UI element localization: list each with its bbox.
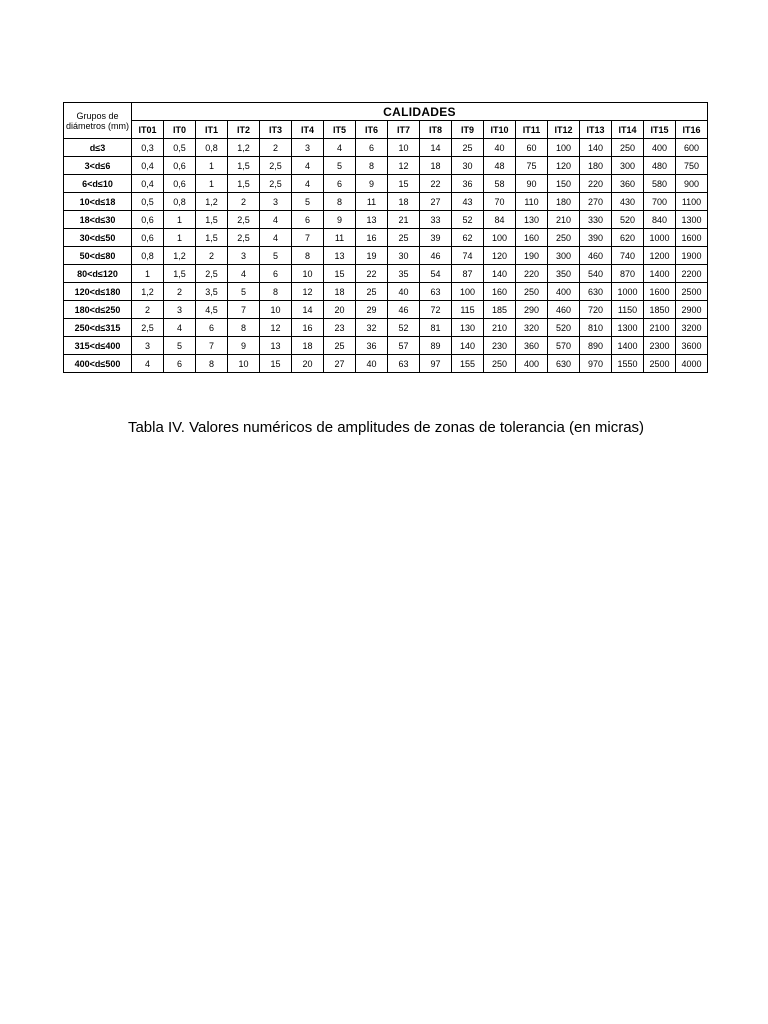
tolerance-value-cell: 870 [612,265,644,283]
tolerance-value-cell: 3 [132,337,164,355]
tolerance-value-cell: 210 [484,319,516,337]
table-row [64,157,708,175]
column-header: IT14 [612,121,644,139]
tolerance-value-cell: 8 [292,247,324,265]
tolerance-value-cell: 5 [292,193,324,211]
tolerance-value-cell: 300 [612,157,644,175]
tolerance-value-cell: 35 [388,265,420,283]
tolerance-value-cell: 4 [260,211,292,229]
column-header: IT12 [548,121,580,139]
tolerance-value-cell: 5 [228,283,260,301]
tolerance-value-cell: 180 [580,157,612,175]
calidades-header: CALIDADES [132,103,708,121]
tolerance-value-cell: 10 [388,139,420,157]
tolerance-value-cell: 210 [548,211,580,229]
tolerance-value-cell: 2 [164,283,196,301]
tolerance-value-cell: 4 [132,355,164,373]
tolerance-value-cell: 0,4 [132,175,164,193]
tolerance-value-cell: 10 [228,355,260,373]
table-row [64,301,708,319]
tolerance-value-cell: 140 [484,265,516,283]
tolerance-value-cell: 25 [388,229,420,247]
tolerance-value-cell: 25 [356,283,388,301]
tolerance-value-cell: 12 [292,283,324,301]
table-row [64,139,708,157]
tolerance-value-cell: 1 [196,175,228,193]
diameter-group-label: 180<d≤250 [64,301,132,319]
table-header-row-columns [64,121,708,139]
tolerance-value-cell: 8 [228,319,260,337]
tolerance-value-cell: 540 [580,265,612,283]
tolerance-value-cell: 1400 [612,337,644,355]
tolerance-value-cell: 25 [324,337,356,355]
tolerance-value-cell: 140 [580,139,612,157]
diameter-group-label: 18<d≤30 [64,211,132,229]
tolerance-value-cell: 63 [420,283,452,301]
tolerance-value-cell: 19 [356,247,388,265]
tolerance-value-cell: 81 [420,319,452,337]
tolerance-value-cell: 52 [388,319,420,337]
column-header: IT9 [452,121,484,139]
column-header: IT8 [420,121,452,139]
tolerance-value-cell: 970 [580,355,612,373]
diameter-group-label: 10<d≤18 [64,193,132,211]
tolerance-value-cell: 100 [484,229,516,247]
tolerance-value-cell: 39 [420,229,452,247]
table-row [64,283,708,301]
tolerance-value-cell: 2,5 [228,229,260,247]
tolerance-value-cell: 3,5 [196,283,228,301]
tolerance-table [63,102,708,373]
tolerance-value-cell: 160 [516,229,548,247]
column-header: IT11 [516,121,548,139]
tolerance-value-cell: 400 [516,355,548,373]
tolerance-value-cell: 20 [292,355,324,373]
diameter-group-label: d≤3 [64,139,132,157]
tolerance-value-cell: 72 [420,301,452,319]
tolerance-value-cell: 8 [196,355,228,373]
column-header: IT1 [196,121,228,139]
tolerance-value-cell: 6 [324,175,356,193]
tolerance-value-cell: 230 [484,337,516,355]
tolerance-value-cell: 57 [388,337,420,355]
tolerance-value-cell: 4000 [676,355,708,373]
tolerance-value-cell: 620 [612,229,644,247]
tolerance-value-cell: 6 [292,211,324,229]
tolerance-value-cell: 43 [452,193,484,211]
tolerance-value-cell: 18 [388,193,420,211]
tolerance-value-cell: 4,5 [196,301,228,319]
diameter-group-label: 50<d≤80 [64,247,132,265]
table-body [64,139,708,373]
table-row [64,337,708,355]
tolerance-value-cell: 22 [356,265,388,283]
diameter-group-label: 80<d≤120 [64,265,132,283]
tolerance-value-cell: 750 [676,157,708,175]
tolerance-value-cell: 27 [420,193,452,211]
tolerance-value-cell: 46 [388,301,420,319]
tolerance-value-cell: 1,5 [228,175,260,193]
tolerance-value-cell: 0,8 [164,193,196,211]
tolerance-value-cell: 1,2 [132,283,164,301]
tolerance-value-cell: 3200 [676,319,708,337]
table-caption: Tabla IV. Valores numéricos de amplitudes de zonas de tolerancia (en micras) [127,419,645,436]
tolerance-value-cell: 21 [388,211,420,229]
tolerance-value-cell: 810 [580,319,612,337]
column-header: IT16 [676,121,708,139]
tolerance-value-cell: 63 [388,355,420,373]
tolerance-value-cell: 10 [260,301,292,319]
tolerance-value-cell: 1,5 [196,211,228,229]
tolerance-value-cell: 1150 [612,301,644,319]
tolerance-value-cell: 350 [548,265,580,283]
tolerance-value-cell: 220 [580,175,612,193]
tolerance-value-cell: 1300 [612,319,644,337]
tolerance-value-cell: 1300 [676,211,708,229]
tolerance-value-cell: 1,5 [196,229,228,247]
tolerance-value-cell: 6 [356,139,388,157]
diameter-group-label: 30<d≤50 [64,229,132,247]
table-row [64,319,708,337]
tolerance-value-cell: 15 [324,265,356,283]
tolerance-value-cell: 16 [292,319,324,337]
tolerance-value-cell: 18 [324,283,356,301]
tolerance-value-cell: 100 [452,283,484,301]
tolerance-value-cell: 900 [676,175,708,193]
tolerance-value-cell: 360 [516,337,548,355]
tolerance-value-cell: 9 [356,175,388,193]
column-header: IT7 [388,121,420,139]
tolerance-value-cell: 140 [452,337,484,355]
tolerance-value-cell: 480 [644,157,676,175]
tolerance-value-cell: 460 [548,301,580,319]
tolerance-value-cell: 840 [644,211,676,229]
tolerance-value-cell: 330 [580,211,612,229]
tolerance-value-cell: 160 [484,283,516,301]
tolerance-value-cell: 52 [452,211,484,229]
tolerance-value-cell: 250 [516,283,548,301]
tolerance-value-cell: 1 [164,211,196,229]
tolerance-value-cell: 22 [420,175,452,193]
table-row [64,265,708,283]
column-header: IT4 [292,121,324,139]
tolerance-value-cell: 2,5 [260,157,292,175]
tolerance-value-cell: 1 [132,265,164,283]
tolerance-value-cell: 13 [356,211,388,229]
tolerance-value-cell: 2,5 [132,319,164,337]
tolerance-value-cell: 430 [612,193,644,211]
tolerance-value-cell: 0,5 [132,193,164,211]
diameter-group-label: 3<d≤6 [64,157,132,175]
tolerance-value-cell: 1200 [644,247,676,265]
tolerance-value-cell: 4 [324,139,356,157]
tolerance-value-cell: 2 [132,301,164,319]
diameter-group-label: 120<d≤180 [64,283,132,301]
tolerance-value-cell: 15 [388,175,420,193]
tolerance-value-cell: 1 [196,157,228,175]
tolerance-value-cell: 1,2 [196,193,228,211]
tolerance-value-cell: 1400 [644,265,676,283]
tolerance-value-cell: 32 [356,319,388,337]
tolerance-value-cell: 2100 [644,319,676,337]
tolerance-value-cell: 1,2 [228,139,260,157]
tolerance-value-cell: 25 [452,139,484,157]
tolerance-value-cell: 46 [420,247,452,265]
tolerance-value-cell: 4 [164,319,196,337]
tolerance-value-cell: 15 [260,355,292,373]
tolerance-value-cell: 2 [260,139,292,157]
tolerance-value-cell: 20 [324,301,356,319]
table-row [64,175,708,193]
tolerance-value-cell: 9 [228,337,260,355]
column-header: IT13 [580,121,612,139]
diameter-group-label: 250<d≤315 [64,319,132,337]
tolerance-value-cell: 460 [580,247,612,265]
tolerance-value-cell: 270 [580,193,612,211]
tolerance-value-cell: 100 [548,139,580,157]
tolerance-value-cell: 2 [196,247,228,265]
tolerance-value-cell: 8 [356,157,388,175]
tolerance-value-cell: 90 [516,175,548,193]
tolerance-value-cell: 5 [164,337,196,355]
tolerance-value-cell: 11 [356,193,388,211]
tolerance-value-cell: 3600 [676,337,708,355]
tolerance-value-cell: 11 [324,229,356,247]
tolerance-value-cell: 720 [580,301,612,319]
tolerance-value-cell: 6 [196,319,228,337]
table-row [64,229,708,247]
tolerance-value-cell: 250 [548,229,580,247]
tolerance-value-cell: 700 [644,193,676,211]
tolerance-value-cell: 2,5 [196,265,228,283]
tolerance-value-cell: 3 [292,139,324,157]
tolerance-value-cell: 58 [484,175,516,193]
column-header: IT0 [164,121,196,139]
tolerance-value-cell: 130 [516,211,548,229]
tolerance-value-cell: 300 [548,247,580,265]
tolerance-value-cell: 0,6 [132,229,164,247]
tolerance-value-cell: 0,6 [164,157,196,175]
table-row [64,193,708,211]
tolerance-value-cell: 4 [260,229,292,247]
tolerance-value-cell: 320 [516,319,548,337]
tolerance-value-cell: 7 [196,337,228,355]
column-header: IT2 [228,121,260,139]
tolerance-value-cell: 60 [516,139,548,157]
tolerance-value-cell: 70 [484,193,516,211]
tolerance-value-cell: 0,3 [132,139,164,157]
tolerance-value-cell: 33 [420,211,452,229]
tolerance-value-cell: 0,4 [132,157,164,175]
diameter-group-label: 315<d≤400 [64,337,132,355]
tolerance-value-cell: 3 [164,301,196,319]
tolerance-value-cell: 7 [292,229,324,247]
tolerance-value-cell: 120 [484,247,516,265]
tolerance-value-cell: 220 [516,265,548,283]
tolerance-value-cell: 40 [484,139,516,157]
tolerance-value-cell: 120 [548,157,580,175]
tolerance-value-cell: 4 [292,175,324,193]
tolerance-value-cell: 18 [420,157,452,175]
tolerance-value-cell: 36 [356,337,388,355]
tolerance-value-cell: 13 [260,337,292,355]
table-row [64,355,708,373]
tolerance-value-cell: 54 [420,265,452,283]
tolerance-value-cell: 89 [420,337,452,355]
table-header-row-top [64,103,708,121]
tolerance-value-cell: 390 [580,229,612,247]
tolerance-value-cell: 84 [484,211,516,229]
tolerance-value-cell: 12 [388,157,420,175]
tolerance-value-cell: 2500 [676,283,708,301]
tolerance-value-cell: 890 [580,337,612,355]
tolerance-value-cell: 190 [516,247,548,265]
column-header: IT3 [260,121,292,139]
tolerance-value-cell: 2900 [676,301,708,319]
tolerance-value-cell: 2 [228,193,260,211]
tolerance-value-cell: 14 [292,301,324,319]
tolerance-value-cell: 36 [452,175,484,193]
tolerance-value-cell: 6 [164,355,196,373]
tolerance-value-cell: 2,5 [260,175,292,193]
column-header: IT6 [356,121,388,139]
tolerance-value-cell: 18 [292,337,324,355]
tolerance-value-cell: 1000 [612,283,644,301]
tolerance-value-cell: 250 [484,355,516,373]
tolerance-value-cell: 4 [228,265,260,283]
tolerance-value-cell: 180 [548,193,580,211]
tolerance-value-cell: 5 [324,157,356,175]
tolerance-value-cell: 6 [260,265,292,283]
tolerance-value-cell: 8 [260,283,292,301]
tolerance-value-cell: 130 [452,319,484,337]
tolerance-value-cell: 62 [452,229,484,247]
tolerance-value-cell: 0,6 [164,175,196,193]
table-row [64,247,708,265]
tolerance-value-cell: 9 [324,211,356,229]
tolerance-value-cell: 520 [612,211,644,229]
tolerance-value-cell: 29 [356,301,388,319]
tolerance-value-cell: 40 [388,283,420,301]
tolerance-value-cell: 1,2 [164,247,196,265]
tolerance-value-cell: 75 [516,157,548,175]
tolerance-value-cell: 30 [388,247,420,265]
tolerance-value-cell: 12 [260,319,292,337]
tolerance-value-cell: 14 [420,139,452,157]
tolerance-value-cell: 580 [644,175,676,193]
tolerance-value-cell: 110 [516,193,548,211]
tolerance-value-cell: 2200 [676,265,708,283]
tolerance-value-cell: 0,8 [196,139,228,157]
tolerance-value-cell: 5 [260,247,292,265]
tolerance-value-cell: 740 [612,247,644,265]
tolerance-value-cell: 2500 [644,355,676,373]
diameter-group-label: 400<d≤500 [64,355,132,373]
column-header: IT15 [644,121,676,139]
column-header: IT10 [484,121,516,139]
tolerance-value-cell: 1550 [612,355,644,373]
tolerance-value-cell: 97 [420,355,452,373]
column-header: IT01 [132,121,164,139]
tolerance-value-cell: 1850 [644,301,676,319]
tolerance-value-cell: 630 [548,355,580,373]
tolerance-value-cell: 2300 [644,337,676,355]
column-header: IT5 [324,121,356,139]
tolerance-value-cell: 87 [452,265,484,283]
tolerance-value-cell: 13 [324,247,356,265]
tolerance-value-cell: 3 [260,193,292,211]
tolerance-value-cell: 48 [484,157,516,175]
tolerance-value-cell: 0,6 [132,211,164,229]
tolerance-value-cell: 2,5 [228,211,260,229]
tolerance-value-cell: 570 [548,337,580,355]
tolerance-value-cell: 115 [452,301,484,319]
table-row [64,211,708,229]
tolerance-value-cell: 23 [324,319,356,337]
tolerance-value-cell: 1,5 [228,157,260,175]
tolerance-value-cell: 1600 [676,229,708,247]
tolerance-value-cell: 155 [452,355,484,373]
tolerance-value-cell: 1900 [676,247,708,265]
tolerance-value-cell: 10 [292,265,324,283]
tolerance-value-cell: 250 [612,139,644,157]
tolerance-value-cell: 290 [516,301,548,319]
tolerance-value-cell: 7 [228,301,260,319]
tolerance-value-cell: 1100 [676,193,708,211]
tolerance-value-cell: 150 [548,175,580,193]
tolerance-value-cell: 600 [676,139,708,157]
tolerance-value-cell: 40 [356,355,388,373]
diameter-group-header: Grupos de diámetros (mm) [64,103,132,139]
tolerance-value-cell: 3 [228,247,260,265]
tolerance-value-cell: 185 [484,301,516,319]
tolerance-value-cell: 4 [292,157,324,175]
tolerance-value-cell: 520 [548,319,580,337]
tolerance-value-cell: 1,5 [164,265,196,283]
tolerance-value-cell: 16 [356,229,388,247]
tolerance-value-cell: 8 [324,193,356,211]
tolerance-value-cell: 74 [452,247,484,265]
tolerance-value-cell: 1 [164,229,196,247]
tolerance-value-cell: 360 [612,175,644,193]
tolerance-value-cell: 400 [548,283,580,301]
tolerance-value-cell: 630 [580,283,612,301]
tolerance-value-cell: 0,8 [132,247,164,265]
tolerance-value-cell: 30 [452,157,484,175]
tolerance-value-cell: 0,5 [164,139,196,157]
tolerance-value-cell: 1000 [644,229,676,247]
diameter-group-label: 6<d≤10 [64,175,132,193]
tolerance-value-cell: 400 [644,139,676,157]
tolerance-value-cell: 27 [324,355,356,373]
tolerance-value-cell: 1600 [644,283,676,301]
